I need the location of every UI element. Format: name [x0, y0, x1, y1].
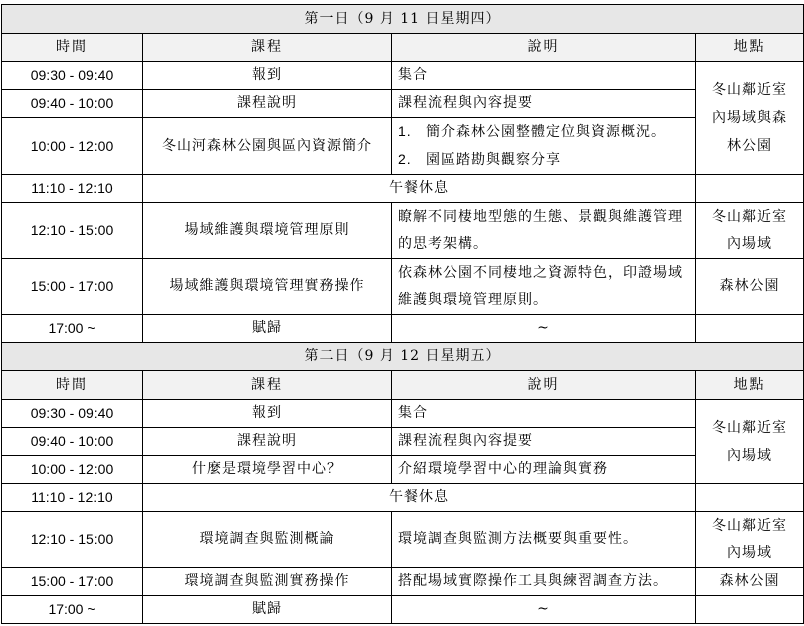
location-text: 冬山鄰近室內場域: [712, 208, 787, 252]
empty-location-cell: [696, 596, 804, 624]
table-row: [2, 400, 804, 428]
course-cell: 場域維護與環境管理實務操作: [143, 259, 392, 315]
desc-cell: ~: [392, 596, 696, 624]
desc-cell: 搭配場域實際操作工具與練習調查方法。: [392, 568, 696, 596]
schedule-table: [1, 4, 804, 624]
course-cell: 環境調查與監測概論: [143, 512, 392, 568]
table-row: [2, 428, 804, 456]
time-cell: 15:00 - 17:00: [2, 259, 143, 315]
course-cell: 報到: [143, 62, 392, 90]
location-cell: 森林公園: [696, 259, 804, 315]
lunch-break-cell: 午餐休息: [143, 484, 696, 512]
header-desc: 說明: [392, 371, 696, 400]
time-cell: 11:10 - 12:10: [2, 175, 143, 203]
table-row: [2, 203, 804, 259]
desc-cell: ~: [392, 315, 696, 343]
table-row: [2, 315, 804, 343]
list-item: 2. 園區踏勘與觀察分享: [398, 151, 561, 168]
desc-cell: 集合: [392, 62, 696, 90]
table-row: [2, 62, 804, 90]
location-cell: 森林公園: [696, 568, 804, 596]
empty-location-cell: [696, 175, 804, 203]
time-cell: 12:10 - 15:00: [2, 512, 143, 568]
course-cell: 什麼是環境學習中心？: [143, 456, 392, 484]
empty-location-cell: [696, 484, 804, 512]
day2-title: 第二日（9 月 12 日星期五）: [2, 343, 804, 371]
table-row: [2, 484, 804, 512]
table-row: [2, 118, 804, 175]
day2-column-header-row: [2, 371, 804, 400]
desc-cell: 集合: [392, 400, 696, 428]
desc-cell: 課程流程與內容提要: [392, 90, 696, 118]
desc-cell: 環境調查與監測方法概要與重要性。: [392, 512, 696, 568]
time-cell: 15:00 - 17:00: [2, 568, 143, 596]
day1-column-header-row: [2, 34, 804, 62]
desc-cell: 介紹環境學習中心的理論與實務: [392, 456, 696, 484]
time-cell: 10:00 - 12:00: [2, 456, 143, 484]
time-cell: 09:30 - 09:40: [2, 400, 143, 428]
desc-cell: 瞭解不同棲地型態的生態、景觀與維護管理的思考架構。: [392, 203, 696, 259]
time-cell: 10:00 - 12:00: [2, 118, 143, 175]
lunch-break-cell: 午餐休息: [143, 175, 696, 203]
day1-title: 第一日（9 月 11 日星期四）: [2, 5, 804, 34]
header-time: 時間: [2, 34, 143, 62]
day1-header-row: [2, 5, 804, 34]
desc-cell: 依森林公園不同棲地之資源特色，印證場域維護與環境管理原則。: [392, 259, 696, 315]
time-cell: 17:00 ~: [2, 315, 143, 343]
table-row: [2, 90, 804, 118]
time-cell: 17:00 ~: [2, 596, 143, 624]
table-row: [2, 259, 804, 315]
location-text: 冬山鄰近室內場域: [712, 419, 787, 464]
time-cell: 09:30 - 09:40: [2, 62, 143, 90]
course-cell: 報到: [143, 400, 392, 428]
location-cell: [696, 203, 804, 259]
table-row: [2, 512, 804, 568]
time-cell: 11:10 - 12:10: [2, 484, 143, 512]
location-cell: [696, 512, 804, 568]
course-cell: 環境調查與監測實務操作: [143, 568, 392, 596]
table-row: [2, 596, 804, 624]
course-cell: 賦歸: [143, 596, 392, 624]
course-cell: 課程說明: [143, 428, 392, 456]
header-location: 地點: [696, 34, 804, 62]
desc-cell: 課程流程與內容提要: [392, 428, 696, 456]
course-cell: 冬山河森林公園與區內資源簡介: [143, 118, 392, 175]
table-row: [2, 568, 804, 596]
empty-location-cell: [696, 315, 804, 343]
desc-list-cell: [392, 118, 696, 175]
time-cell: 09:40 - 10:00: [2, 428, 143, 456]
table-row: [2, 456, 804, 484]
course-cell: 賦歸: [143, 315, 392, 343]
table-row: [2, 175, 804, 203]
list-item: 1. 簡介森林公園整體定位與資源概況。: [398, 123, 666, 140]
location-cell: [696, 400, 804, 484]
course-cell: 場域維護與環境管理原則: [143, 203, 392, 259]
header-location: 地點: [696, 371, 804, 400]
location-text: 冬山鄰近室內場域與森林公園: [712, 82, 787, 154]
location-cell: [696, 62, 804, 175]
header-course: 課程: [143, 371, 392, 400]
time-cell: 12:10 - 15:00: [2, 203, 143, 259]
location-text: 冬山鄰近室內場域: [712, 517, 787, 561]
time-cell: 09:40 - 10:00: [2, 90, 143, 118]
course-cell: 課程說明: [143, 90, 392, 118]
header-desc: 說明: [392, 34, 696, 62]
day2-header-row: [2, 343, 804, 371]
header-course: 課程: [143, 34, 392, 62]
header-time: 時間: [2, 371, 143, 400]
